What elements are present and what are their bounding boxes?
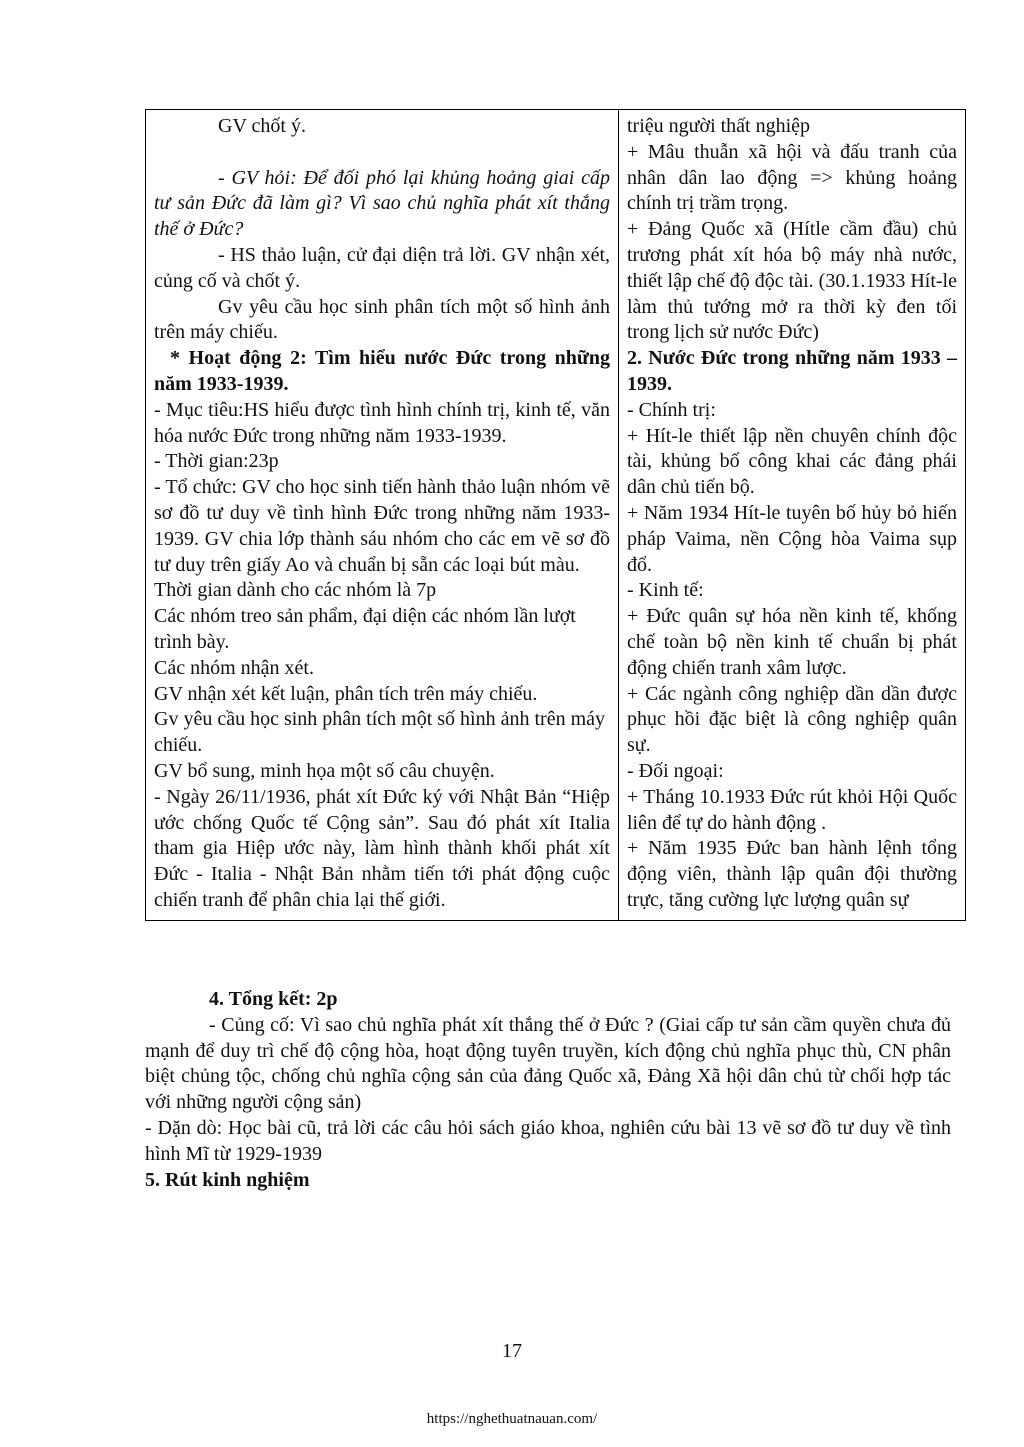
paragraph: - Mục tiêu:HS hiểu được tình hình chính trị, kinh tế, văn hóa nước Đức trong những năm 1933-1939. — [154, 398, 610, 447]
experience-heading: 5. Rút kinh nghiệm — [145, 1168, 310, 1191]
lesson-table — [145, 109, 966, 921]
paragraph: - Chính trị: — [627, 398, 716, 421]
paragraph: + Hít-le thiết lập nền chuyên chính độc tài, khủng bố công khai các đảng phái dân chủ tiến bộ. — [627, 424, 957, 499]
activity-heading: * Hoạt động 2: Tìm hiểu nước Đức trong những năm 1933-1939. — [154, 347, 610, 395]
teacher-activities-cell — [146, 110, 619, 921]
paragraph: + Đức quân sự hóa nền kinh tế, khống chế toàn bộ nền kinh tế chuẩn bị phát động chiến tranh xâm lược. — [627, 605, 957, 679]
paragraph: GV bổ sung, minh họa một số câu chuyện. — [154, 759, 495, 782]
homework-paragraph: - Dặn dò: Học bài cũ, trả lời các câu hỏi sách giáo khoa, nghiên cứu bài 13 vẽ sơ đồ tư duy về tình hình Mĩ từ 1929-1939 — [145, 1116, 951, 1165]
content-cell — [619, 110, 966, 921]
table-row — [146, 110, 966, 921]
paragraph: + Năm 1934 Hít-le tuyên bố hủy bỏ hiến pháp Vaima, nền Cộng hòa Vaima sụp đổ. — [627, 501, 957, 576]
paragraph: + Mâu thuẫn xã hội và đấu tranh của nhân dân lao động => khủng hoảng chính trị trầm trọng. — [627, 140, 957, 215]
summary-heading: 4. Tổng kết: 2p — [209, 988, 338, 1010]
paragraph: + Các ngành công nghiệp dần dần được phục hồi đặc biệt là công nghiệp quân sự. — [627, 682, 957, 757]
paragraph: - Tổ chức: GV cho học sinh tiến hành thảo luận nhóm vẽ sơ đồ tư duy về tình hình Đức trong những năm 1933-1939. GV chia lớp thành sáu nhóm cho các em vẽ sơ đồ tư duy trên giấy Ao và chuẩn bị sẵn các loại bút màu. — [154, 476, 610, 576]
paragraph: - Đối ngoại: — [627, 759, 724, 782]
paragraph: Các nhóm nhận xét. — [154, 656, 314, 679]
footer-url[interactable]: https://nghethuatnauan.com/ — [426, 1411, 598, 1427]
paragraph: GV nhận xét kết luận, phân tích trên máy chiếu. — [154, 682, 538, 705]
paragraph: + Tháng 10.1933 Đức rút khỏi Hội Quốc liên để tự do hành động . — [627, 785, 957, 834]
paragraph: - Kinh tế: — [627, 579, 704, 602]
paragraph: Gv yêu cầu học sinh phân tích một số hình ảnh trên máy chiếu. — [154, 295, 610, 344]
paragraph: + Đảng Quốc xã (Hítle cầm đầu) chủ trương phát xít hóa bộ máy nhà nước, thiết lập chế độ độc tài. (30.1.1933 Hít-le làm thủ tướng mở ra thời kỳ đen tối trong lịch sử nước Đức) — [627, 218, 957, 344]
teacher-question: - GV hỏi: Để đối phó lại khủng hoảng giai cấp tư sản Đức đã làm gì? Vì sao chủ nghĩa phát xít thắng thế ở Đức? — [154, 166, 610, 241]
paragraph: Thời gian dành cho các nhóm là 7p — [154, 579, 437, 602]
paragraph: GV chốt ý. — [218, 115, 306, 137]
paragraph: + Năm 1935 Đức ban hành lệnh tổng động viên, thành lập quân đội thường trực, tăng cường lực lượng quân sự — [627, 837, 957, 911]
summary-section — [145, 987, 951, 1193]
paragraph: Các nhóm treo sản phẩm, đại diện các nhóm lần lượt trình bày. — [154, 605, 576, 653]
paragraph: - Thời gian:23p — [154, 450, 279, 473]
consolidation-paragraph: - Củng cố: Vì sao chủ nghĩa phát xít thắng thế ở Đức ? (Giai cấp tư sản cầm quyền chưa đủ mạnh để duy trì chế độ cộng hòa, hoạt động tuyên truyền, kích động chủ nghĩa phục thù, CN phân biệt chủng tộc, chống chủ nghĩa cộng sản của đảng Quốc xã, Đảng Xã hội dân chủ từ chối hợp tác với những người cộng sản) — [145, 1013, 951, 1114]
page-number: 17 — [502, 1340, 522, 1362]
section-heading: 2. Nước Đức trong những năm 1933 – 1939. — [627, 347, 957, 395]
paragraph: - HS thảo luận, cử đại diện trả lời. GV nhận xét, củng cố và chốt ý. — [154, 243, 610, 292]
paragraph: - Ngày 26/11/1936, phát xít Đức ký với Nhật Bản “Hiệp ước chống Quốc tế Cộng sản”. Sau đó phát xít Italia tham gia Hiệp ước này, làm hình thành khối phát xít Đức - Italia - Nhật Bản nhằm tiến tới phát động cuộc chiến tranh để phân chia lại thế giới. — [154, 785, 610, 911]
paragraph: Gv yêu cầu học sinh phân tích một số hình ảnh trên máy chiếu. — [154, 708, 606, 757]
paragraph: triệu người thất nghiệp — [627, 115, 811, 137]
